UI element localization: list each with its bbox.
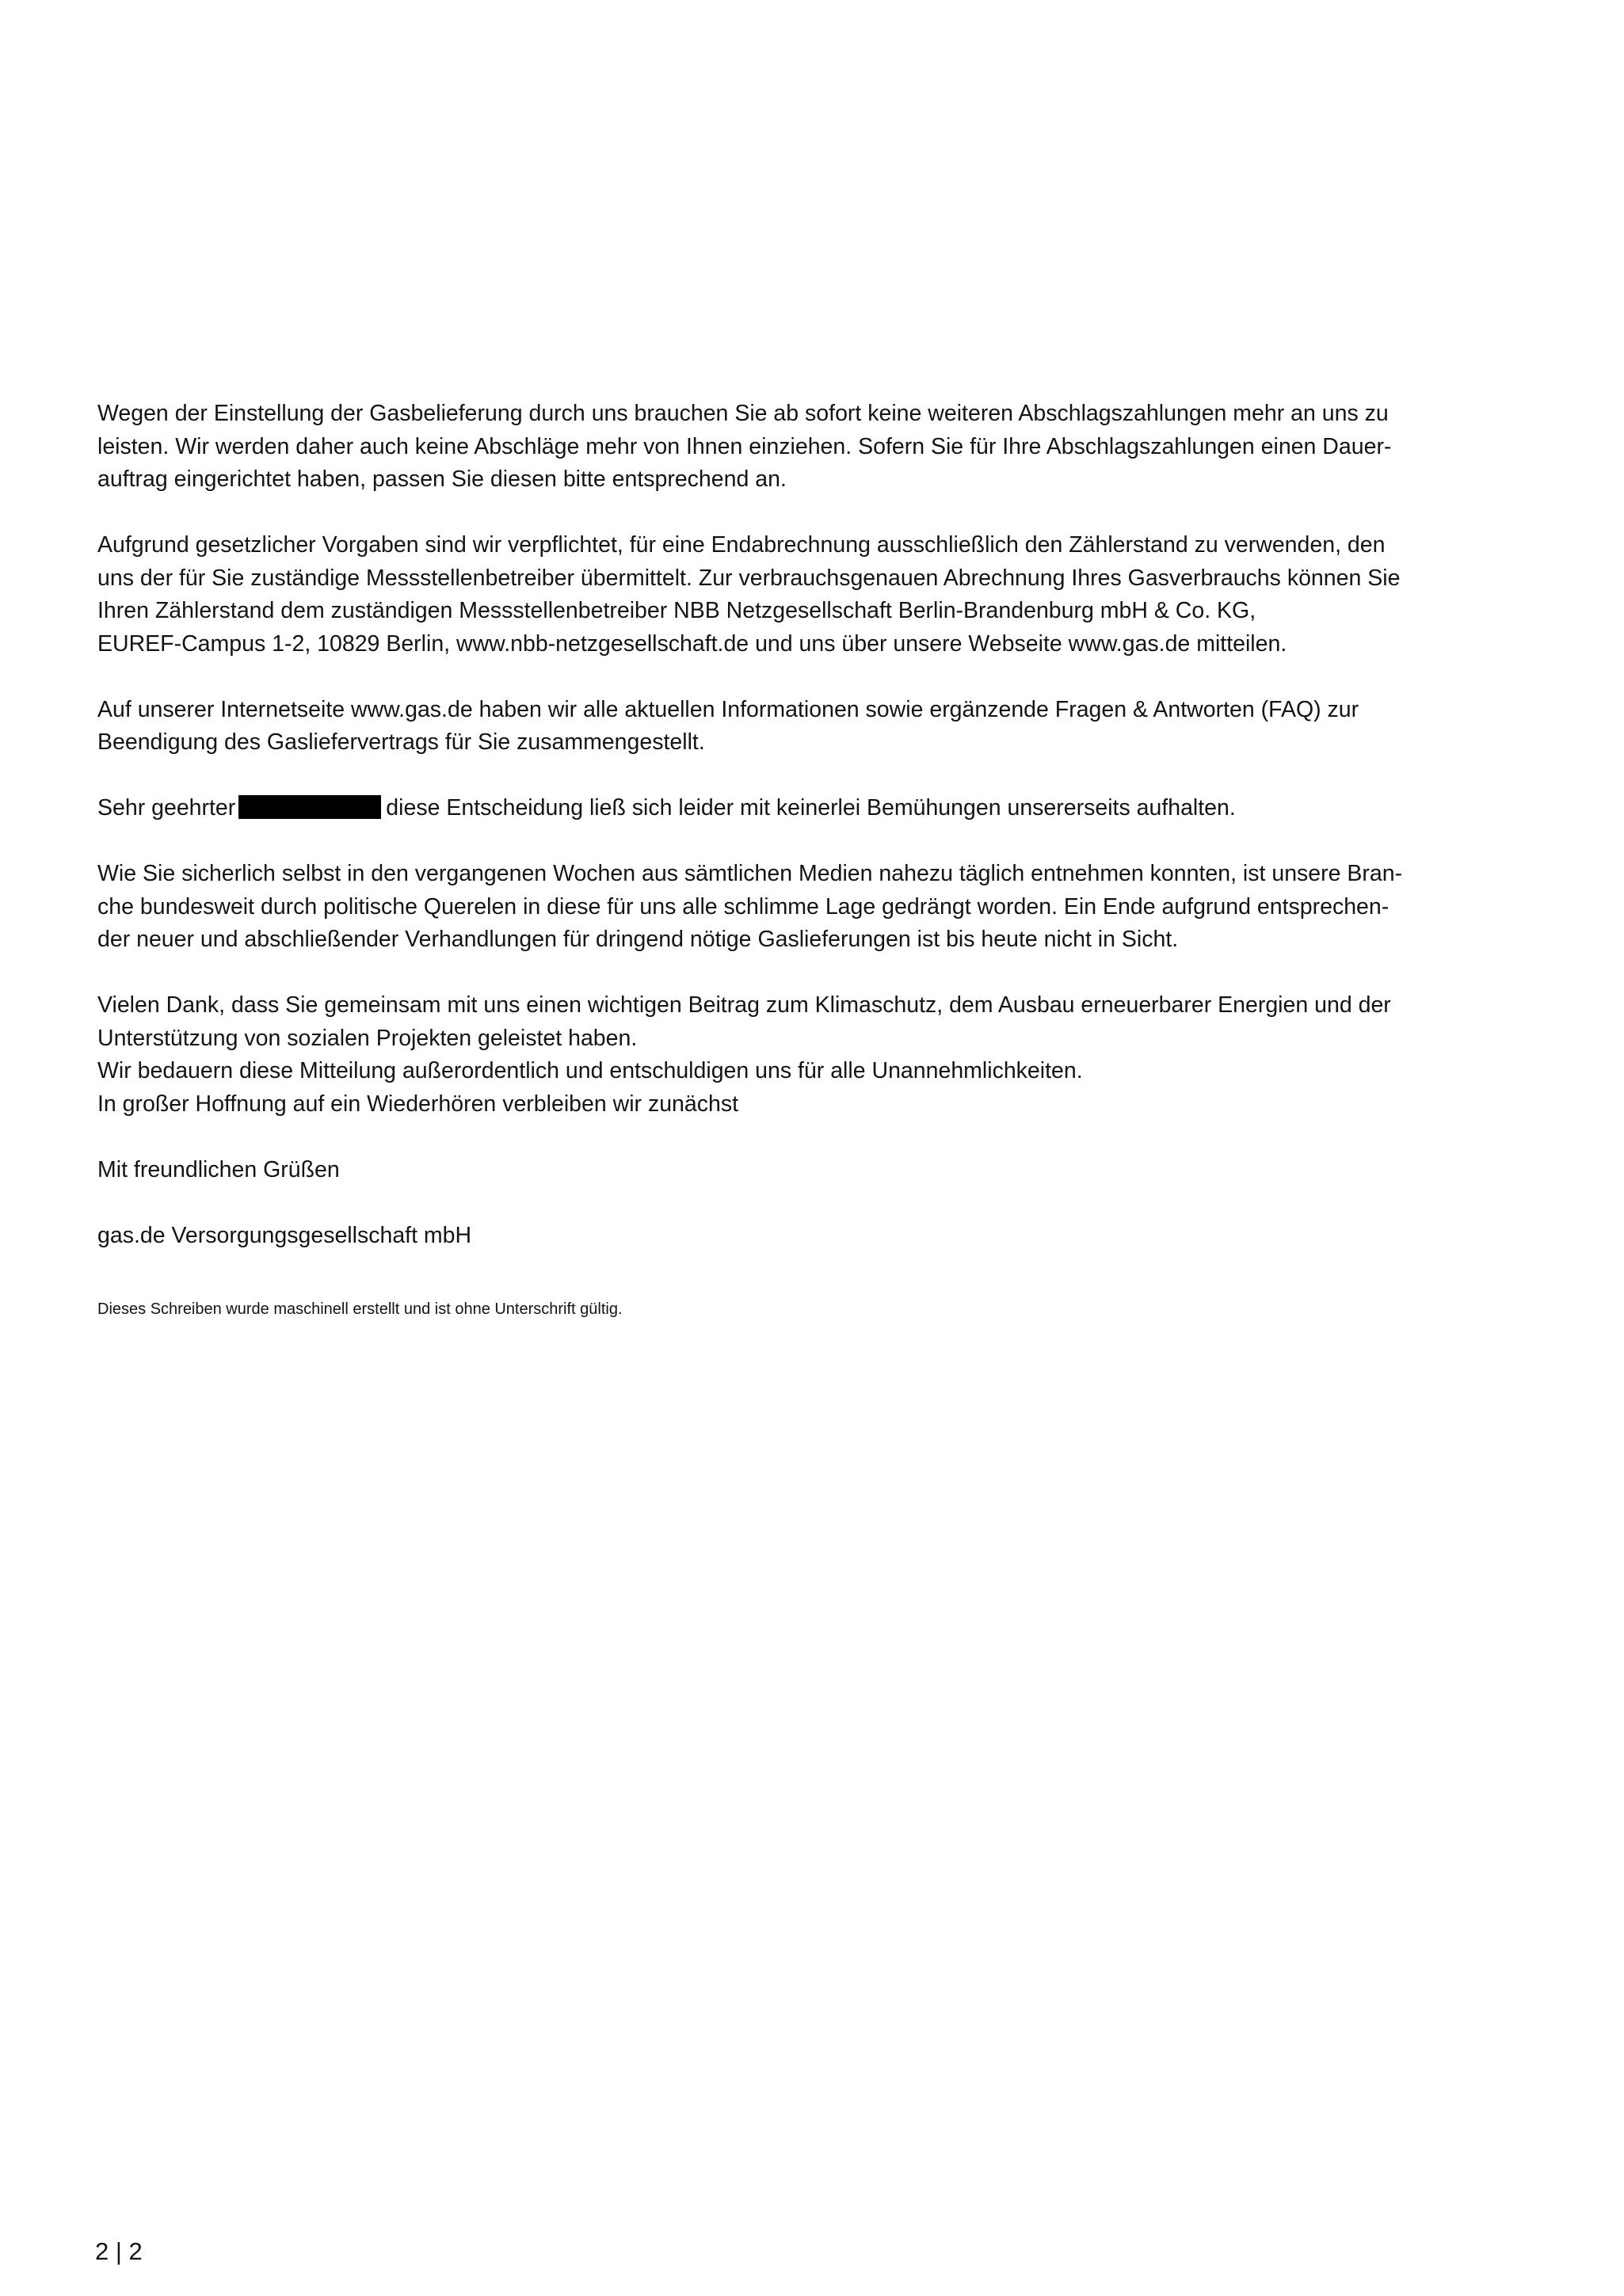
text-line: auftrag eingerichtet haben, passen Sie diesen bitte entsprechend an.	[97, 466, 787, 492]
paragraph-meter-reading	[97, 529, 1508, 661]
letter-body	[97, 398, 1508, 1285]
page-number: 2 | 2	[95, 2237, 143, 2265]
text-line: leisten. Wir werden daher auch keine Abschläge mehr von Ihnen einziehen. Sofern Sie für Ihre Abschlagszahlungen einen Dauer-	[97, 433, 1392, 459]
salutation-paragraph	[97, 792, 1508, 825]
text-line: Wie Sie sicherlich selbst in den vergangenen Wochen aus sämtlichen Medien nahezu täglich entnehmen konnten, ist unsere Bran-	[97, 861, 1403, 886]
paragraph-faq-info	[97, 694, 1508, 760]
text-line: Vielen Dank, dass Sie gemeinsam mit uns einen wichtigen Beitrag zum Klimaschutz, dem Ausbau erneuerbarer Energien und der	[97, 992, 1391, 1018]
machine-generated-note: Dieses Schreiben wurde maschinell erstellt und ist ohne Unterschrift gültig.	[97, 1300, 623, 1318]
text-line: uns der für Sie zuständige Messstellenbetreiber übermittelt. Zur verbrauchsgenauen Abrechnung Ihres Gasverbrauchs können Sie	[97, 565, 1401, 591]
paragraph-industry-situation	[97, 858, 1508, 957]
salutation-text: diese Entscheidung ließ sich leider mit keinerlei Bemühungen unsererseits aufhalten.	[386, 795, 1236, 821]
text-line: che bundesweit durch politische Querelen in diese für uns alle schlimme Lage gedrängt worden. Ein Ende aufgrund entsprechen-	[97, 893, 1390, 920]
text-line: Aufgrund gesetzlicher Vorgaben sind wir verpflichtet, für eine Endabrechnung ausschließlich den Zählerstand zu verwenden, den	[97, 532, 1386, 558]
salutation-line	[97, 792, 1508, 825]
redacted-name-block	[238, 795, 381, 819]
text-line: Wegen der Einstellung der Gasbelieferung durch uns brauchen Sie ab sofort keine weiteren Abschlagszahlungen mehr an uns zu	[97, 401, 1389, 426]
text-line: Wir bedauern diese Mitteilung außerordentlich und entschuldigen uns für alle Unannehmlichkeiten.	[97, 1058, 1083, 1083]
salutation-greeting: Sehr geehrter	[97, 795, 236, 821]
text-line: EUREF-Campus 1-2, 10829 Berlin, www.nbb-netzgesellschaft.de und uns über unsere Webseite www.gas.de mitteilen.	[97, 630, 1287, 657]
text-line: Auf unserer Internetseite www.gas.de haben wir alle aktuellen Informationen sowie ergänzende Fragen & Antworten (FAQ) zur	[97, 696, 1359, 722]
company-name: gas.de Versorgungsgesellschaft mbH	[97, 1222, 472, 1248]
closing-paragraph	[97, 1154, 1508, 1187]
company-paragraph	[97, 1220, 1508, 1253]
text-line: der neuer und abschließender Verhandlungen für dringend nötige Gaslieferungen ist bis heute nicht in Sicht.	[97, 927, 1179, 952]
closing-greeting: Mit freundlichen Grüßen	[97, 1156, 340, 1182]
text-line: In großer Hoffnung auf ein Wiederhören verbleiben wir zunächst	[97, 1091, 739, 1117]
paragraph-payment-stop	[97, 398, 1508, 497]
paragraph-thanks	[97, 989, 1508, 1121]
text-line: Beendigung des Gasliefervertrags für Sie zusammengestellt.	[97, 729, 705, 755]
text-line: Unterstützung von sozialen Projekten geleistet haben.	[97, 1025, 638, 1051]
text-line: Ihren Zählerstand dem zuständigen Messstellenbetreiber NBB Netzgesellschaft Berlin-Brandenburg mbH & Co. KG,	[97, 598, 1256, 623]
